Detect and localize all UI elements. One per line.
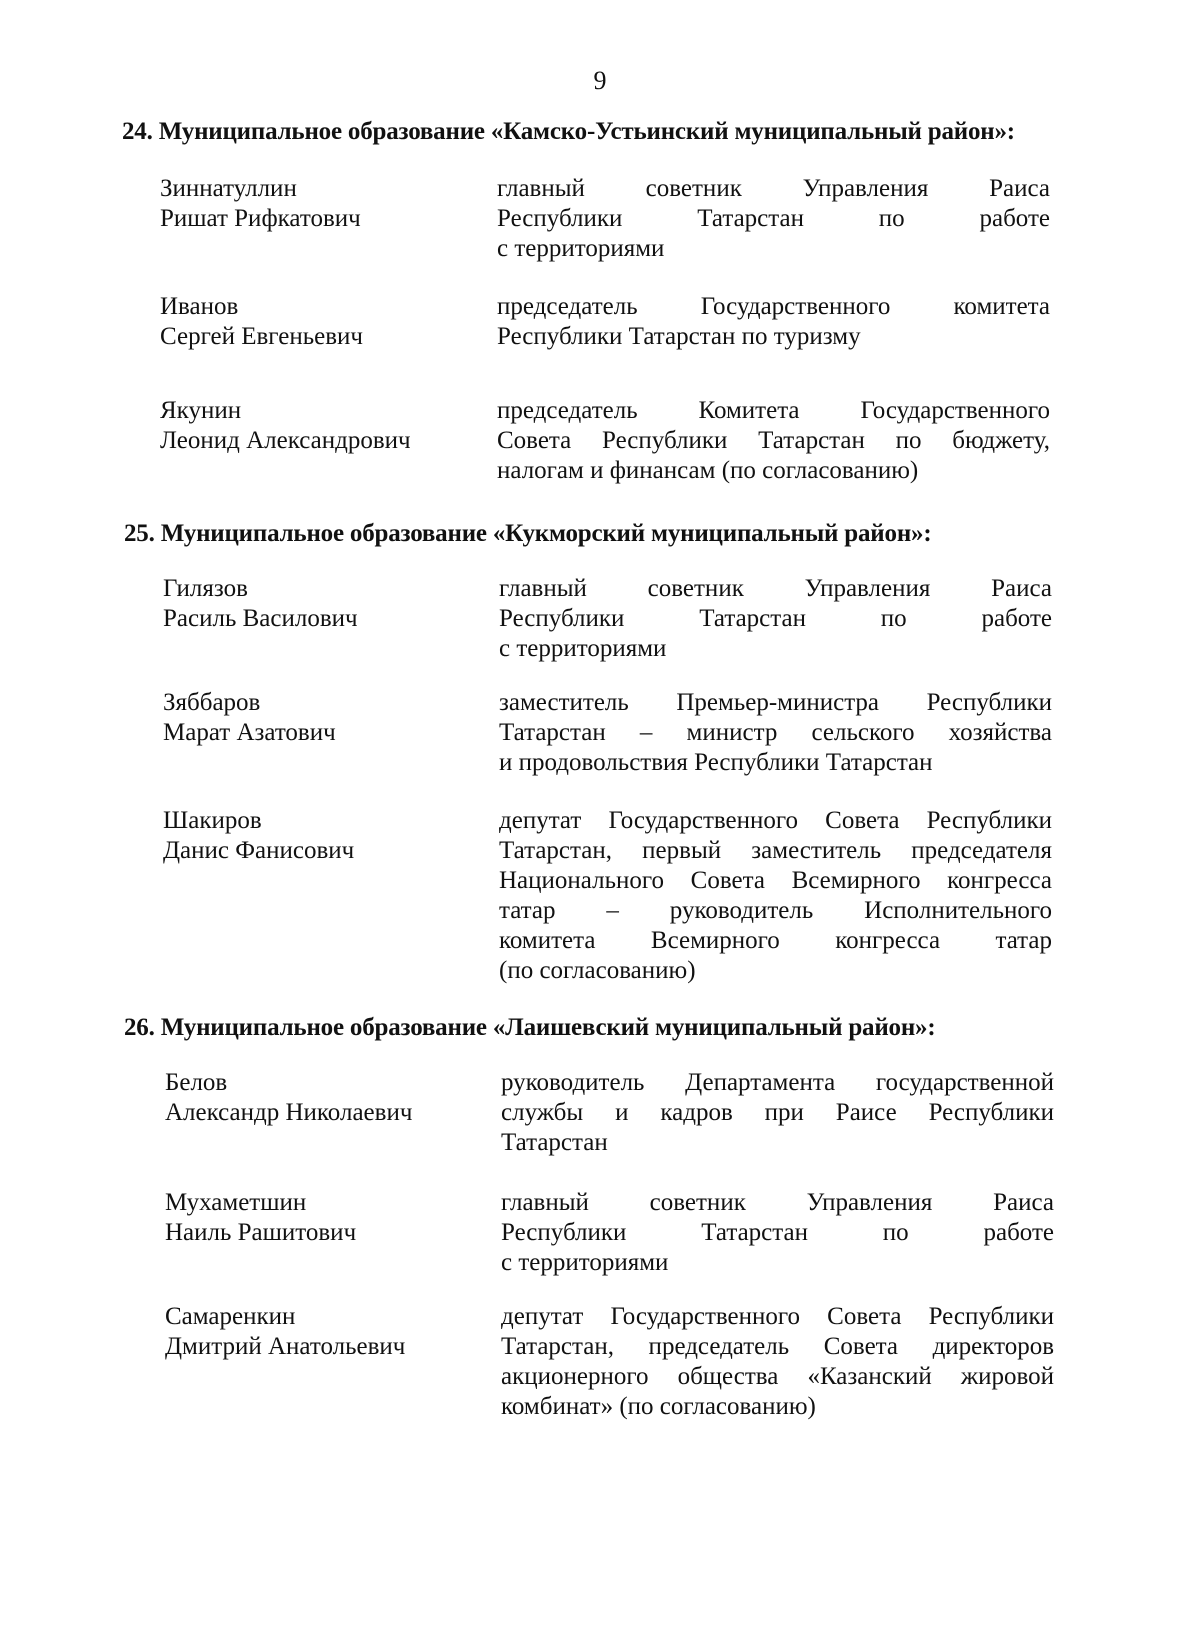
member-surname: Гилязов: [163, 575, 248, 602]
member-surname: Зиннатуллин: [160, 175, 297, 202]
member-surname: Зяббаров: [163, 689, 261, 716]
role-line: депутат Государственного Совета Республики: [499, 807, 1052, 834]
role-line: председатель Комитета Государственного: [497, 397, 1050, 424]
member-name: [160, 396, 411, 456]
role-line: главный советник Управления Раиса: [497, 175, 1050, 202]
role-line: акционерного общества «Казанский жировой: [501, 1363, 1054, 1390]
role-line: Татарстан – министр сельского хозяйства: [499, 719, 1052, 746]
role-line: комбинат» (по согласованию): [501, 1393, 816, 1420]
member-role: [497, 396, 1050, 486]
section-heading-24: 24. Муниципальное образование «Камско-Устьинский муниципальный район»:: [122, 118, 1015, 145]
role-line: Республики Татарстан по туризму: [497, 323, 861, 350]
role-line: службы и кадров при Раисе Республики: [501, 1099, 1054, 1126]
member-given-names: Ришат Рифкатович: [160, 205, 361, 232]
member-surname: Шакиров: [163, 807, 262, 834]
member-role: [501, 1068, 1054, 1158]
member-surname: Белов: [165, 1069, 228, 1096]
member-role: [499, 806, 1052, 986]
member-role: [497, 174, 1050, 264]
member-name: [165, 1068, 412, 1128]
role-line: главный советник Управления Раиса: [501, 1189, 1054, 1216]
member-given-names: Дмитрий Анатольевич: [165, 1333, 406, 1360]
role-line: Совета Республики Татарстан по бюджету,: [497, 427, 1050, 454]
role-line: Татарстан: [501, 1129, 608, 1156]
section-heading-26: 26. Муниципальное образование «Лаишевский муниципальный район»:: [124, 1014, 936, 1041]
member-given-names: Данис Фанисович: [163, 837, 355, 864]
member-role: [501, 1188, 1054, 1278]
member-name: [165, 1188, 356, 1248]
role-line: Республики Татарстан по работе: [501, 1219, 1054, 1246]
role-line: депутат Государственного Совета Республики: [501, 1303, 1054, 1330]
member-given-names: Александр Николаевич: [165, 1099, 413, 1126]
member-role: [499, 688, 1052, 778]
role-line: заместитель Премьер-министра Республики: [499, 689, 1052, 716]
section-heading-25: 25. Муниципальное образование «Кукморский муниципальный район»:: [124, 520, 932, 547]
member-given-names: Наиль Рашитович: [165, 1219, 357, 1246]
role-line: председатель Государственного комитета: [497, 293, 1050, 320]
role-line: налогам и финансам (по согласованию): [497, 457, 919, 484]
member-given-names: Расиль Василович: [163, 605, 358, 632]
role-line: Республики Татарстан по работе: [499, 605, 1052, 632]
member-role: [501, 1302, 1054, 1422]
member-name: [165, 1302, 405, 1362]
member-name: [160, 292, 363, 352]
member-surname: Самаренкин: [165, 1303, 296, 1330]
role-line: руководитель Департамента государственной: [501, 1069, 1054, 1096]
role-line: татар – руководитель Исполнительного: [499, 897, 1052, 924]
page-number: 9: [593, 66, 607, 95]
role-line: Татарстан, первый заместитель председателя: [499, 837, 1052, 864]
member-surname: Мухаметшин: [165, 1189, 307, 1216]
member-given-names: Марат Азатович: [163, 719, 336, 746]
role-line: главный советник Управления Раиса: [499, 575, 1052, 602]
role-line: Республики Татарстан по работе: [497, 205, 1050, 232]
member-role: [499, 574, 1052, 664]
role-line: с территориями: [497, 235, 665, 262]
role-line: Национального Совета Всемирного конгресса: [499, 867, 1052, 894]
role-line: (по согласованию): [499, 957, 696, 984]
role-line: комитета Всемирного конгресса татар: [499, 927, 1052, 954]
member-name: [160, 174, 361, 234]
role-line: Татарстан, председатель Совета директоров: [501, 1333, 1054, 1360]
role-line: с территориями: [501, 1249, 669, 1276]
member-name: [163, 688, 336, 748]
member-given-names: Леонид Александрович: [160, 427, 411, 454]
role-line: с территориями: [499, 635, 667, 662]
member-surname: Иванов: [160, 293, 239, 320]
member-name: [163, 574, 358, 634]
member-surname: Якунин: [160, 397, 242, 424]
member-name: [163, 806, 354, 866]
member-given-names: Сергей Евгеньевич: [160, 323, 363, 350]
role-line: и продовольствия Республики Татарстан: [499, 749, 933, 776]
member-role: [497, 292, 1050, 352]
